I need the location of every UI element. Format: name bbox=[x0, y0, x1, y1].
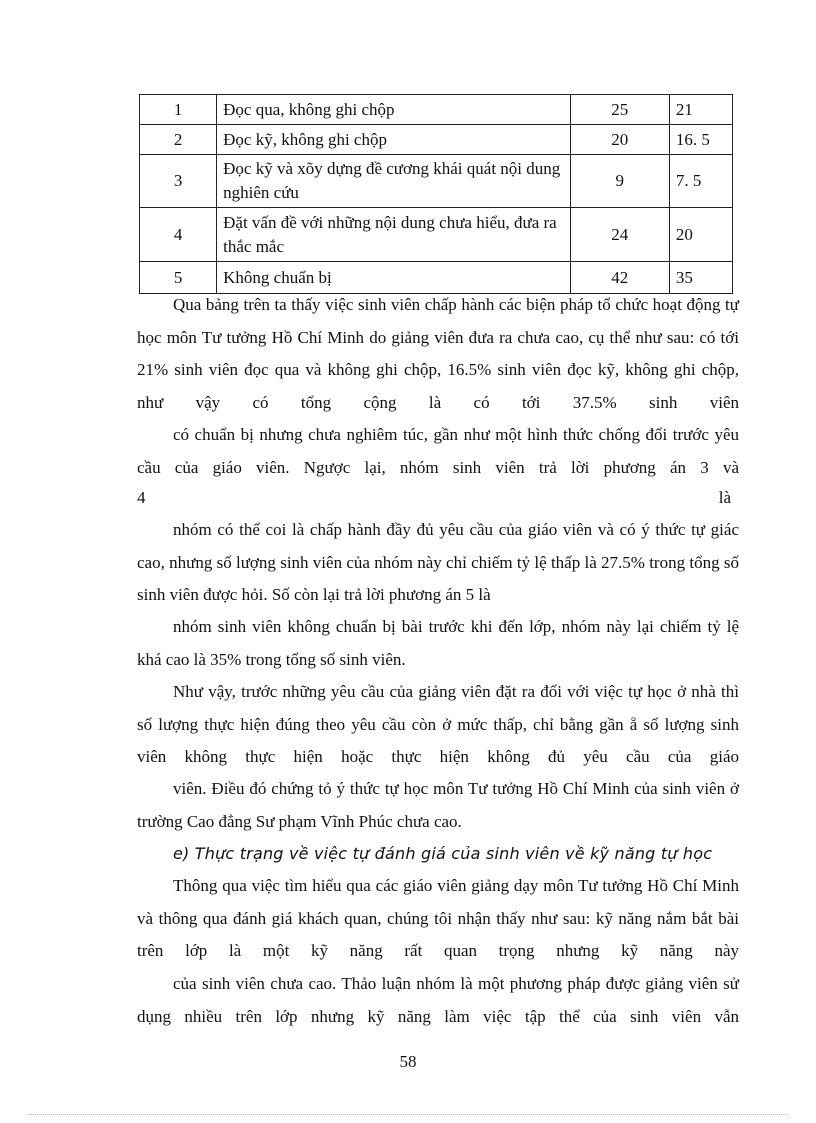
row-number: 3 bbox=[140, 155, 217, 208]
survey-table bbox=[139, 94, 733, 294]
row-number: 2 bbox=[140, 125, 217, 155]
paragraph-group-34: nhóm có thể coi là chấp hành đầy đủ yêu cầu của giáo viên và có ý thức tự giác cao, nhưng số lượng sinh viên của nhóm này chỉ chiếm tỷ lệ thấp là 27.5% trong tổng số sinh viên được hỏi. Số còn lại trả lời phương án 5 là bbox=[137, 520, 739, 604]
row-count: 42 bbox=[570, 262, 669, 294]
row-count: 25 bbox=[570, 95, 669, 125]
row-number: 1 bbox=[140, 95, 217, 125]
row-percent: 35 bbox=[669, 262, 732, 294]
row-percent: 7. 5 bbox=[669, 155, 732, 208]
row-count: 9 bbox=[570, 155, 669, 208]
paragraph-skills: Thông qua việc tìm hiểu qua các giáo viên giảng dạy môn Tư tưởng Hồ Chí Minh và thông qua đánh giá khách quan, chúng tôi nhận thấy như sau: kỹ năng nắm bắt bài trên lớp là một kỹ năng rất quan trọng nhưng kỹ năng này bbox=[137, 876, 739, 960]
row-number: 5 bbox=[140, 262, 217, 294]
paragraph-analysis-cont: có chuẩn bị nhưng chưa nghiêm túc, gần như một hình thức chống đối trước yêu cầu của giáo viên. Ngược lại, nhóm sinh viên trả lời phương án 3 và bbox=[137, 425, 739, 477]
paragraph-analysis-intro: Qua bảng trên ta thấy việc sinh viên chấp hành các biện pháp tổ chức hoạt động tự học môn Tư tưởng Hồ Chí Minh do giảng viên đưa ra chưa cao, cụ thể như sau: có tới 21% sinh viên đọc qua và không ghi chộp, 16.5% sinh viên đọc kỹ, không ghi chộp, như vậy có tổng cộng là có tới 37.5% sinh viên bbox=[137, 295, 739, 412]
row-number: 4 bbox=[140, 208, 217, 262]
row-description: Đọc qua, không ghi chộp bbox=[217, 95, 571, 125]
row-percent: 16. 5 bbox=[669, 125, 732, 155]
page-bottom-divider bbox=[28, 1114, 788, 1115]
row-percent: 21 bbox=[669, 95, 732, 125]
paragraph-fragment-line bbox=[137, 482, 739, 515]
paragraph-skills-cont: của sinh viên chưa cao. Thảo luận nhóm là một phương pháp được giảng viên sử dụng nhiều trên lớp nhưng kỹ năng làm việc tập thể của sinh viên vẫn bbox=[137, 974, 739, 1026]
table-row bbox=[140, 155, 733, 208]
table-row bbox=[140, 208, 733, 262]
row-description: Đọc kỹ và xõy dựng đề cương khái quát nội dung nghiên cứu bbox=[217, 155, 571, 208]
paragraph-summary: Như vậy, trước những yêu cầu của giảng viên đặt ra đối với việc tự học ở nhà thì số lượng thực hiện đúng theo yêu cầu còn ở mức thấp, chỉ bằng gần ẵ số lượng sinh viên không thực hiện hoặc thực hiện không đủ yêu cầu của giáo bbox=[137, 682, 739, 766]
table-row bbox=[140, 95, 733, 125]
fragment-left: 4 bbox=[137, 488, 146, 507]
row-description: Không chuẩn bị bbox=[217, 262, 571, 294]
row-percent: 20 bbox=[669, 208, 732, 262]
fragment-right: là bbox=[718, 488, 731, 507]
row-count: 20 bbox=[570, 125, 669, 155]
row-description: Đặt vấn đề với những nội dung chưa hiểu, đưa ra thắc mắc bbox=[217, 208, 571, 262]
row-count: 24 bbox=[570, 208, 669, 262]
row-description: Đọc kỹ, không ghi chộp bbox=[217, 125, 571, 155]
page-number: 58 bbox=[399, 1052, 417, 1071]
section-heading: e) Thực trạng về việc tự đánh giá của sinh viên về kỹ năng tự học bbox=[173, 844, 713, 863]
table-row bbox=[140, 125, 733, 155]
paragraph-conclusion: viên. Điều đó chứng tỏ ý thức tự học môn Tư tưởng Hồ Chí Minh của sinh viên ở trường Cao đẳng Sư phạm Vĩnh Phúc chưa cao. bbox=[137, 779, 739, 831]
paragraph-group-5: nhóm sinh viên không chuẩn bị bài trước khi đến lớp, nhóm này lại chiếm tỷ lệ khá cao là 35% trong tổng số sinh viên. bbox=[137, 617, 739, 669]
